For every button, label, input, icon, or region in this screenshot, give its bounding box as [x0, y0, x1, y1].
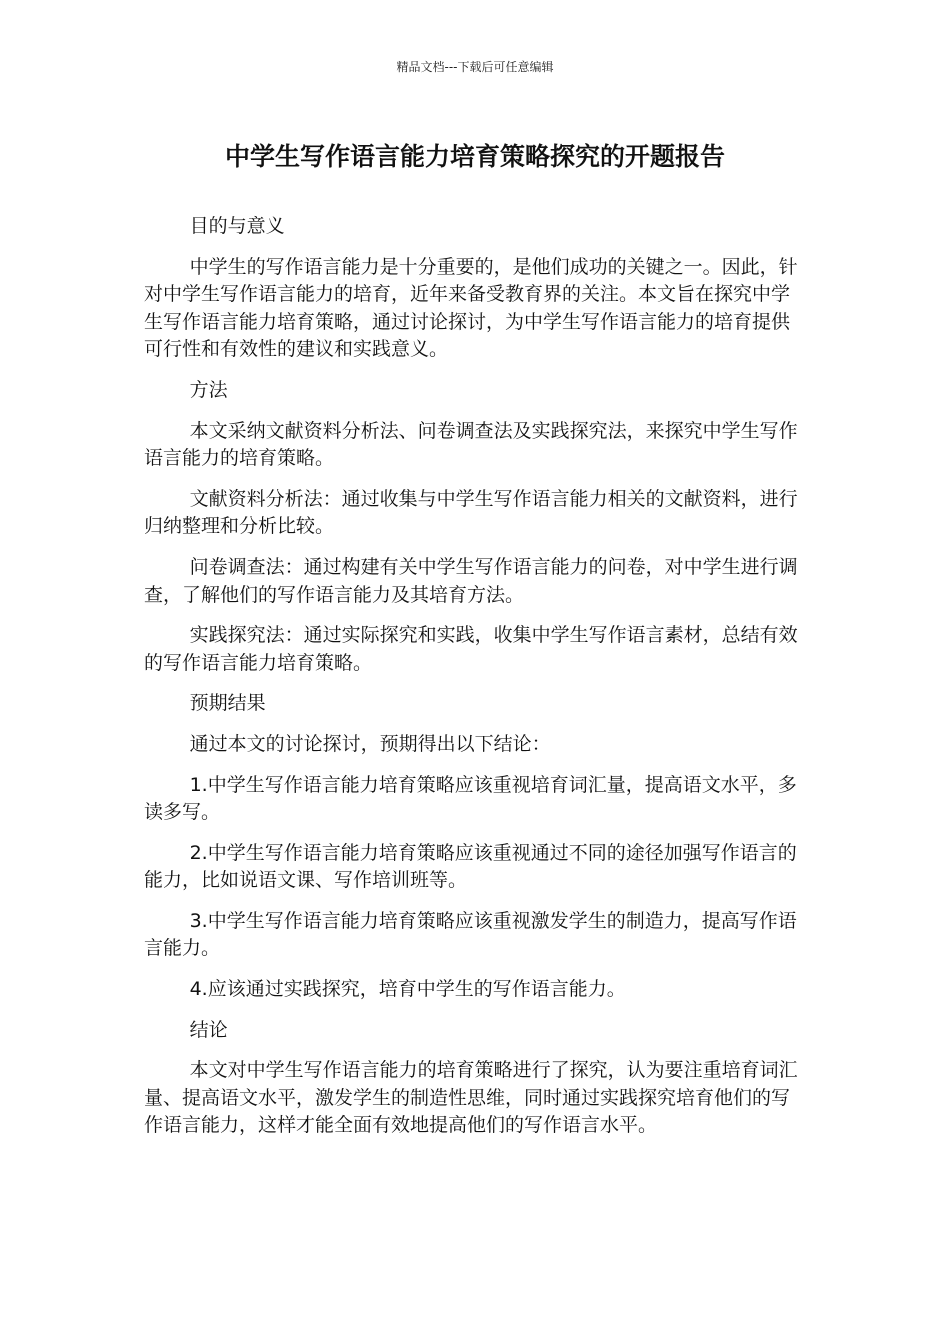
purpose-heading: 目的与意义	[189, 215, 285, 237]
method-heading: 方法	[189, 378, 228, 401]
conclusion-paragraph: 本文对中学生写作语言能力的培育策略进行了探究，认为要注重培育词汇量、提高语文水平，激发学生的制造性思维，同时通过实践探究培育他们的写作语言能力，这样才能全面有效地提高他们的写作语言水平。	[144, 1059, 798, 1137]
header-note: 精品文档---下载后可任意编辑	[396, 60, 554, 74]
results-item: 3.中学生写作语言能力培育策略应该重视激发学生的制造力，提高写作语言能力。	[144, 909, 797, 960]
purpose-paragraph: 中学生的写作语言能力是十分重要的，是他们成功的关键之一。因此，针对中学生写作语言能力的培育，近年来备受教育界的关注。本文旨在探究中学生写作语言能力培育策略，通过讨论探讨，为中学生写作语言能力的培育提供可行性和有效性的建议和实践意义。	[144, 255, 798, 361]
results-heading: 预期结果	[189, 692, 266, 715]
results-item: 1.中学生写作语言能力培育策略应该重视培育词汇量，提高语文水平，多读多写。	[144, 773, 797, 824]
results-intro-paragraph: 通过本文的讨论探讨，预期得出以下结论：	[189, 732, 551, 755]
conclusion-heading: 结论	[189, 1018, 228, 1041]
results-item: 2.中学生写作语言能力培育策略应该重视通过不同的途径加强写作语言的能力，比如说语文课、写作培训班等。	[144, 841, 797, 892]
method-literature-paragraph: 文献资料分析法：通过收集与中学生写作语言能力相关的文献资料，进行归纳整理和分析比较。	[144, 487, 798, 538]
document-title: 中学生写作语言能力培育策略探究的开题报告	[224, 142, 725, 171]
document-body	[144, 213, 802, 1153]
method-intro-paragraph: 本文采纳文献资料分析法、问卷调查法及实践探究法，来探究中学生写作语言能力的培育策略。	[144, 419, 798, 470]
method-survey-paragraph: 问卷调查法：通过构建有关中学生写作语言能力的问卷，对中学生进行调查，了解他们的写作语言能力及其培育方法。	[144, 555, 798, 606]
method-practice-paragraph: 实践探究法：通过实际探究和实践，收集中学生写作语言素材，总结有效的写作语言能力培育策略。	[144, 624, 798, 674]
results-item: 4.应该通过实践探究，培育中学生的写作语言能力。	[189, 978, 626, 1001]
